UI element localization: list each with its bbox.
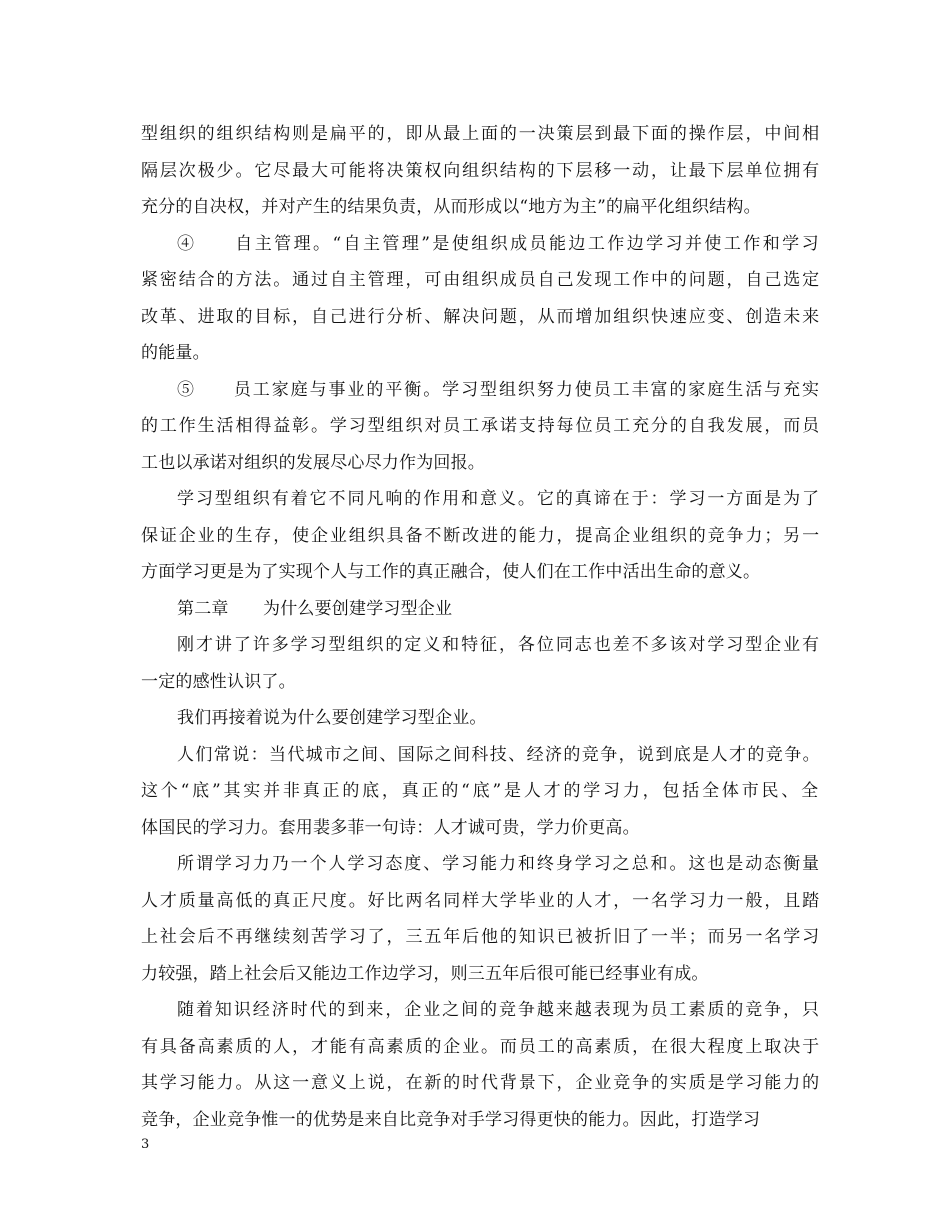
text-line: 紧密结合的方法。通过自主管理，可由组织成员自己发现工作中的问题，自己选定 bbox=[141, 270, 821, 290]
text-line: 学习型组织有着它不同凡响的作用和意义。它的真谛在于：学习一方面是为了 bbox=[177, 489, 821, 509]
text-line: 的能量。 bbox=[141, 343, 210, 363]
text-line: 一定的感性认识了。 bbox=[141, 671, 296, 692]
text-line: 上社会后不再继续刻苦学习了，三五年后他的知识已被折旧了一半；而另一名学习 bbox=[141, 927, 821, 947]
text-line: 人们常说：当代城市之间、国际之间科技、经济的竞争，说到底是人才的竞争。 bbox=[177, 744, 821, 765]
text-line: 这个“底”其实并非真正的底，真正的“底”是人才的学习力，包括全体市民、全 bbox=[141, 781, 821, 801]
text-line: 隔层次极少。它尽最大可能将决策权向组织结构的下层移一动，让最下层单位拥有 bbox=[141, 160, 821, 181]
text-line: 竞争，企业竞争惟一的优势是来自比竞争对手学习得更快的能力。因此，打造学习 bbox=[141, 1109, 761, 1130]
text-line: 有具备高素质的人，才能有高素质的企业。而员工的高素质，在很大程度上取决于 bbox=[141, 1036, 821, 1057]
text-line: 人才质量高低的真正尺度。好比两名同样大学毕业的人才，一名学习力一般，且踏 bbox=[141, 890, 821, 911]
body-text bbox=[141, 116, 821, 1138]
text-line: 所谓学习力乃一个人学习态度、学习能力和终身学习之总和。这也是动态衡量 bbox=[177, 854, 821, 874]
text-line: 的工作生活相得益彰。学习型组织对员工承诺支持每位员工充分的自我发展，而员 bbox=[141, 416, 821, 436]
text-line: ⑤ 员工家庭与事业的平衡。学习型组织努力使员工丰富的家庭生活与充实 bbox=[177, 379, 821, 400]
page-number: 3 bbox=[141, 1137, 150, 1152]
text-line: 充分的自决权，并对产生的结果负责，从而形成以“地方为主”的扁平化组织结构。 bbox=[141, 197, 761, 217]
text-line: 刚才讲了许多学习型组织的定义和特征，各位同志也差不多该对学习型企业有 bbox=[177, 635, 821, 655]
text-line: ④ 自主管理。“自主管理”是使组织成员能边工作边学习并使工作和学习 bbox=[177, 233, 821, 254]
text-line: 方面学习更是为了实现个人与工作的真正融合，使人们在工作中活出生命的意义。 bbox=[141, 562, 761, 582]
text-line: 体国民的学习力。套用裴多菲一句诗：人才诚可贵，学力价更高。 bbox=[141, 817, 640, 838]
text-line: 改革、进取的目标，自己进行分析、解决问题，从而增加组织快速应变、创造未来 bbox=[141, 306, 821, 327]
text-line: 随着知识经济时代的到来，企业之间的竞争越来越表现为员工素质的竞争，只 bbox=[177, 1000, 821, 1020]
text-line: 我们再接着说为什么要创建学习型企业。 bbox=[177, 708, 487, 728]
text-line: 保证企业的生存，使企业组织具备不断改进的能力，提高企业组织的竞争力；另一 bbox=[141, 525, 821, 546]
text-line: 其学习能力。从这一意义上说，在新的时代背景下，企业竞争的实质是学习能力的 bbox=[141, 1073, 821, 1093]
text-line: 型组织的组织结构则是扁平的，即从最上面的一决策层到最下面的操作层，中间相 bbox=[141, 124, 821, 144]
text-line: 工也以承诺对组织的发展尽心尽力作为回报。 bbox=[141, 452, 485, 473]
text-line: 第二章 为什么要创建学习型企业 bbox=[177, 598, 453, 619]
text-line: 力较强，踏上社会后又能边工作边学习，则三五年后很可能已经事业有成。 bbox=[141, 963, 709, 984]
